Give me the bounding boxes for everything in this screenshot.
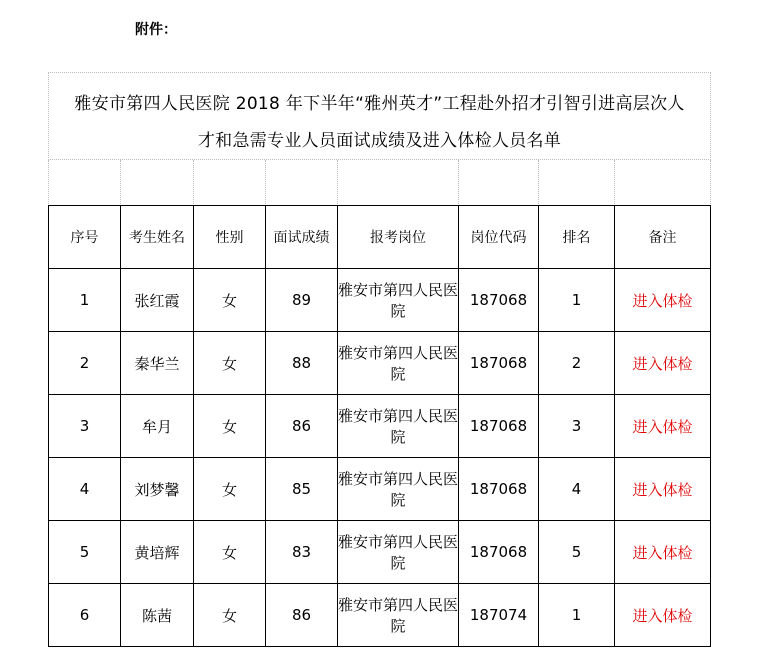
empty-separator-row (48, 160, 711, 206)
cell-name: 秦华兰 (121, 332, 194, 395)
cell-name: 陈茜 (121, 584, 194, 647)
title-line-1: 雅安市第四人民医院 2018 年下半年“雅州英才”工程赴外招才引智引进高层次人 (74, 94, 685, 114)
cell-gender: 女 (194, 584, 266, 647)
cell-name: 张红霞 (121, 269, 194, 332)
cell-gender: 女 (194, 521, 266, 584)
cell-position: 雅安市第四人民医院 (338, 332, 459, 395)
cell-rank: 1 (539, 269, 615, 332)
cell-no: 5 (49, 521, 121, 584)
cell-position: 雅安市第四人民医院 (338, 521, 459, 584)
header-code: 岗位代码 (459, 206, 539, 269)
header-rank: 排名 (539, 206, 615, 269)
cell-no: 3 (49, 395, 121, 458)
header-note: 备注 (615, 206, 711, 269)
cell-code: 187068 (459, 395, 539, 458)
grid-line (458, 160, 459, 206)
header-score: 面试成绩 (266, 206, 338, 269)
cell-name: 黄培辉 (121, 521, 194, 584)
grid-line (538, 160, 539, 206)
cell-score: 85 (266, 458, 338, 521)
cell-code: 187068 (459, 521, 539, 584)
cell-gender: 女 (194, 458, 266, 521)
table-row (49, 458, 711, 521)
title-line-2: 才和急需专业人员面试成绩及进入体检人员名单 (197, 131, 562, 151)
cell-score: 83 (266, 521, 338, 584)
table-row (49, 395, 711, 458)
header-position: 报考岗位 (338, 206, 459, 269)
cell-name: 刘梦馨 (121, 458, 194, 521)
cell-rank: 3 (539, 395, 615, 458)
cell-position: 雅安市第四人民医院 (338, 269, 459, 332)
document-title (48, 72, 711, 160)
header-no: 序号 (49, 206, 121, 269)
cell-rank: 4 (539, 458, 615, 521)
cell-rank: 5 (539, 521, 615, 584)
cell-gender: 女 (194, 269, 266, 332)
cell-code: 187074 (459, 584, 539, 647)
cell-no: 6 (49, 584, 121, 647)
cell-rank: 2 (539, 332, 615, 395)
grid-line (614, 160, 615, 206)
cell-name: 牟月 (121, 395, 194, 458)
cell-score: 88 (266, 332, 338, 395)
cell-score: 86 (266, 584, 338, 647)
table-row (49, 584, 711, 647)
cell-note: 进入体检 (615, 584, 711, 647)
cell-gender: 女 (194, 332, 266, 395)
grid-line (710, 160, 711, 206)
cell-note: 进入体检 (615, 458, 711, 521)
cell-position: 雅安市第四人民医院 (338, 584, 459, 647)
grid-line (337, 160, 338, 206)
cell-gender: 女 (194, 395, 266, 458)
results-table (48, 205, 711, 647)
grid-line (48, 160, 49, 206)
header-name: 考生姓名 (121, 206, 194, 269)
table-row (49, 521, 711, 584)
table-header-row (49, 206, 711, 269)
cell-position: 雅安市第四人民医院 (338, 458, 459, 521)
cell-score: 89 (266, 269, 338, 332)
cell-code: 187068 (459, 458, 539, 521)
cell-note: 进入体检 (615, 395, 711, 458)
cell-no: 4 (49, 458, 121, 521)
grid-line (120, 160, 121, 206)
cell-no: 2 (49, 332, 121, 395)
cell-note: 进入体检 (615, 521, 711, 584)
grid-line (193, 160, 194, 206)
table-row (49, 269, 711, 332)
cell-note: 进入体检 (615, 332, 711, 395)
cell-code: 187068 (459, 332, 539, 395)
grid-line (265, 160, 266, 206)
cell-no: 1 (49, 269, 121, 332)
attachment-label: 附件： (135, 22, 177, 38)
cell-code: 187068 (459, 269, 539, 332)
table-row (49, 332, 711, 395)
cell-note: 进入体检 (615, 269, 711, 332)
cell-rank: 1 (539, 584, 615, 647)
cell-score: 86 (266, 395, 338, 458)
cell-position: 雅安市第四人民医院 (338, 395, 459, 458)
header-gender: 性别 (194, 206, 266, 269)
